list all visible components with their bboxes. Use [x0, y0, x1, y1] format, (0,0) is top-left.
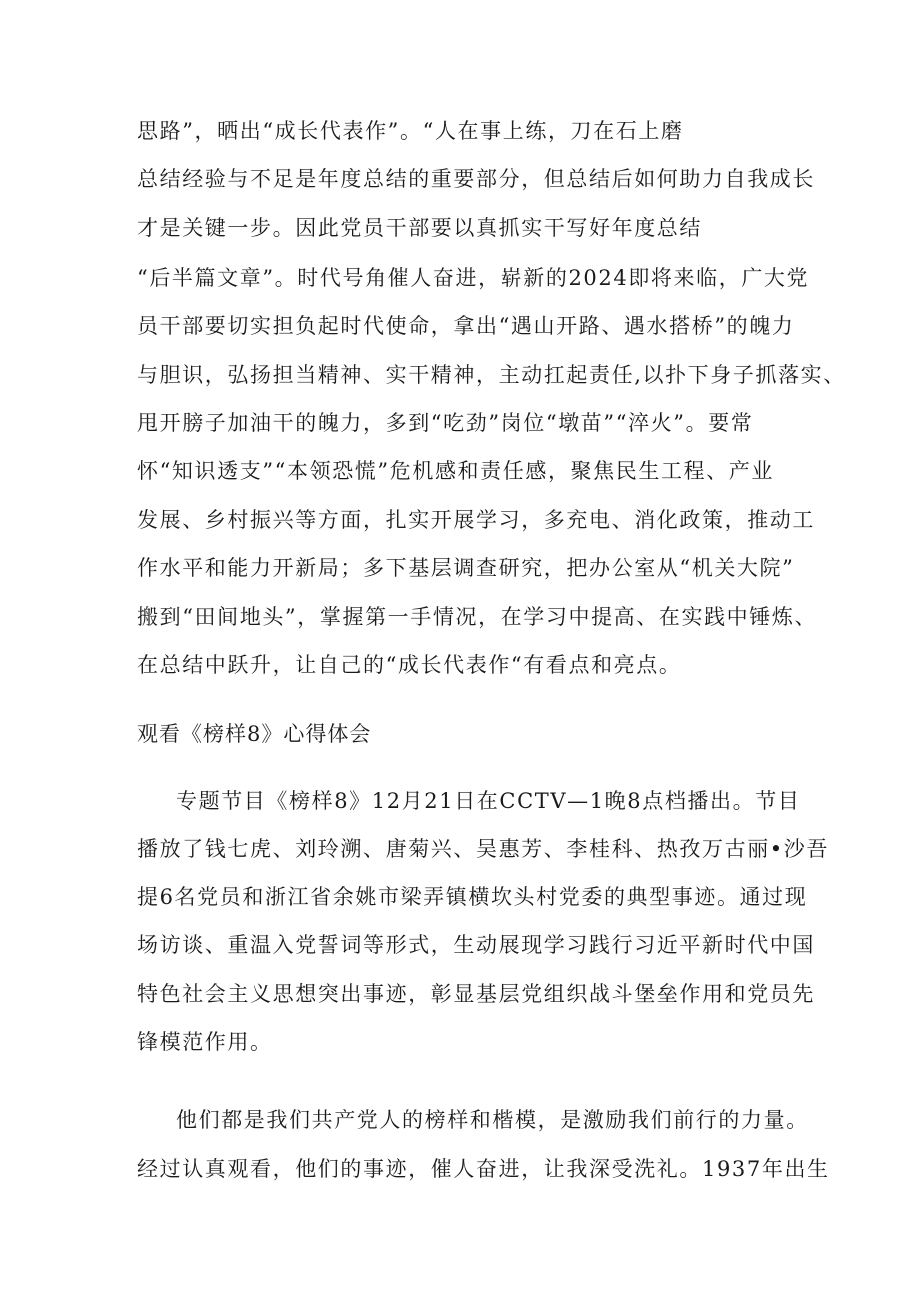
- body-text-line: 思路”，晒出“成长代表作”。“人在事上练，刀在石上磨: [137, 119, 684, 143]
- paragraph-line: 他们都是我们共产党人的榜样和楷模，是激励我们前行的力量。: [176, 1108, 809, 1132]
- paragraph-line: 经过认真观看，他们的事迹，催人奋进，让我深受洗礼。1937年出生: [137, 1157, 830, 1181]
- paragraph-line: 特色社会主义思想突出事迹，彰显基层党组织战斗堡垒作用和党员先: [137, 982, 815, 1006]
- paragraph-line: 专题节目《榜样8》12月21日在CCTV—1晚8点档播出。节目: [176, 789, 801, 813]
- body-text-line: 怀“知识透支”“本领恐慌”危机感和责任感，聚焦民生工程、产业: [137, 459, 774, 483]
- paragraph-line: 场访谈、重温入党誓词等形式，生动展现学习践行习近平新时代中国: [137, 933, 815, 957]
- body-text-line: 发展、乡村振兴等方面，扎实开展学习，多充电、消化政策，推动工: [137, 508, 815, 532]
- paragraph-line: 提6名党员和浙江省余姚市梁弄镇横坎头村党委的典型事迹。通过现: [137, 885, 808, 909]
- body-text-line: 甩开膀子加油干的魄力，多到“吃劲”岗位“墩苗”“淬火”。要常: [137, 411, 754, 435]
- body-text-line: “后半篇文章”。时代号角催人奋进，崭新的2024即将来临，广大党: [137, 266, 810, 290]
- body-text-line: 作水平和能力开新局；多下基层调查研究，把办公室从“机关大院”: [137, 556, 795, 580]
- body-text-line: 搬到“田间地头”，掌握第一手情况，在学习中提高、在实践中锤炼、: [137, 605, 818, 629]
- paragraph-line: 锋模范作用。: [137, 1030, 273, 1054]
- body-text-line: 才是关键一步。因此党员干部要以真抓实干写好年度总结: [137, 216, 702, 240]
- body-text-line: 总结经验与不足是年度总结的重要部分，但总结后如何助力自我成长: [137, 167, 815, 191]
- body-text-line: 员干部要切实担负起时代使命，拿出“遇山开路、遇水搭桥”的魄力: [137, 314, 795, 338]
- body-text-line: 在总结中跃升，让自己的“成长代表作“有看点和亮点。: [137, 653, 682, 677]
- paragraph-line: 播放了钱七虎、刘玲溯、唐菊兴、吴惠芳、李桂科、热孜万古丽•沙吾: [137, 837, 829, 861]
- section-heading: 观看《榜样8》心得体会: [137, 722, 372, 746]
- body-text-line: 与胆识，弘扬担当精神、实干精神，主动扛起责任,以扑下身子抓落实、: [137, 363, 846, 387]
